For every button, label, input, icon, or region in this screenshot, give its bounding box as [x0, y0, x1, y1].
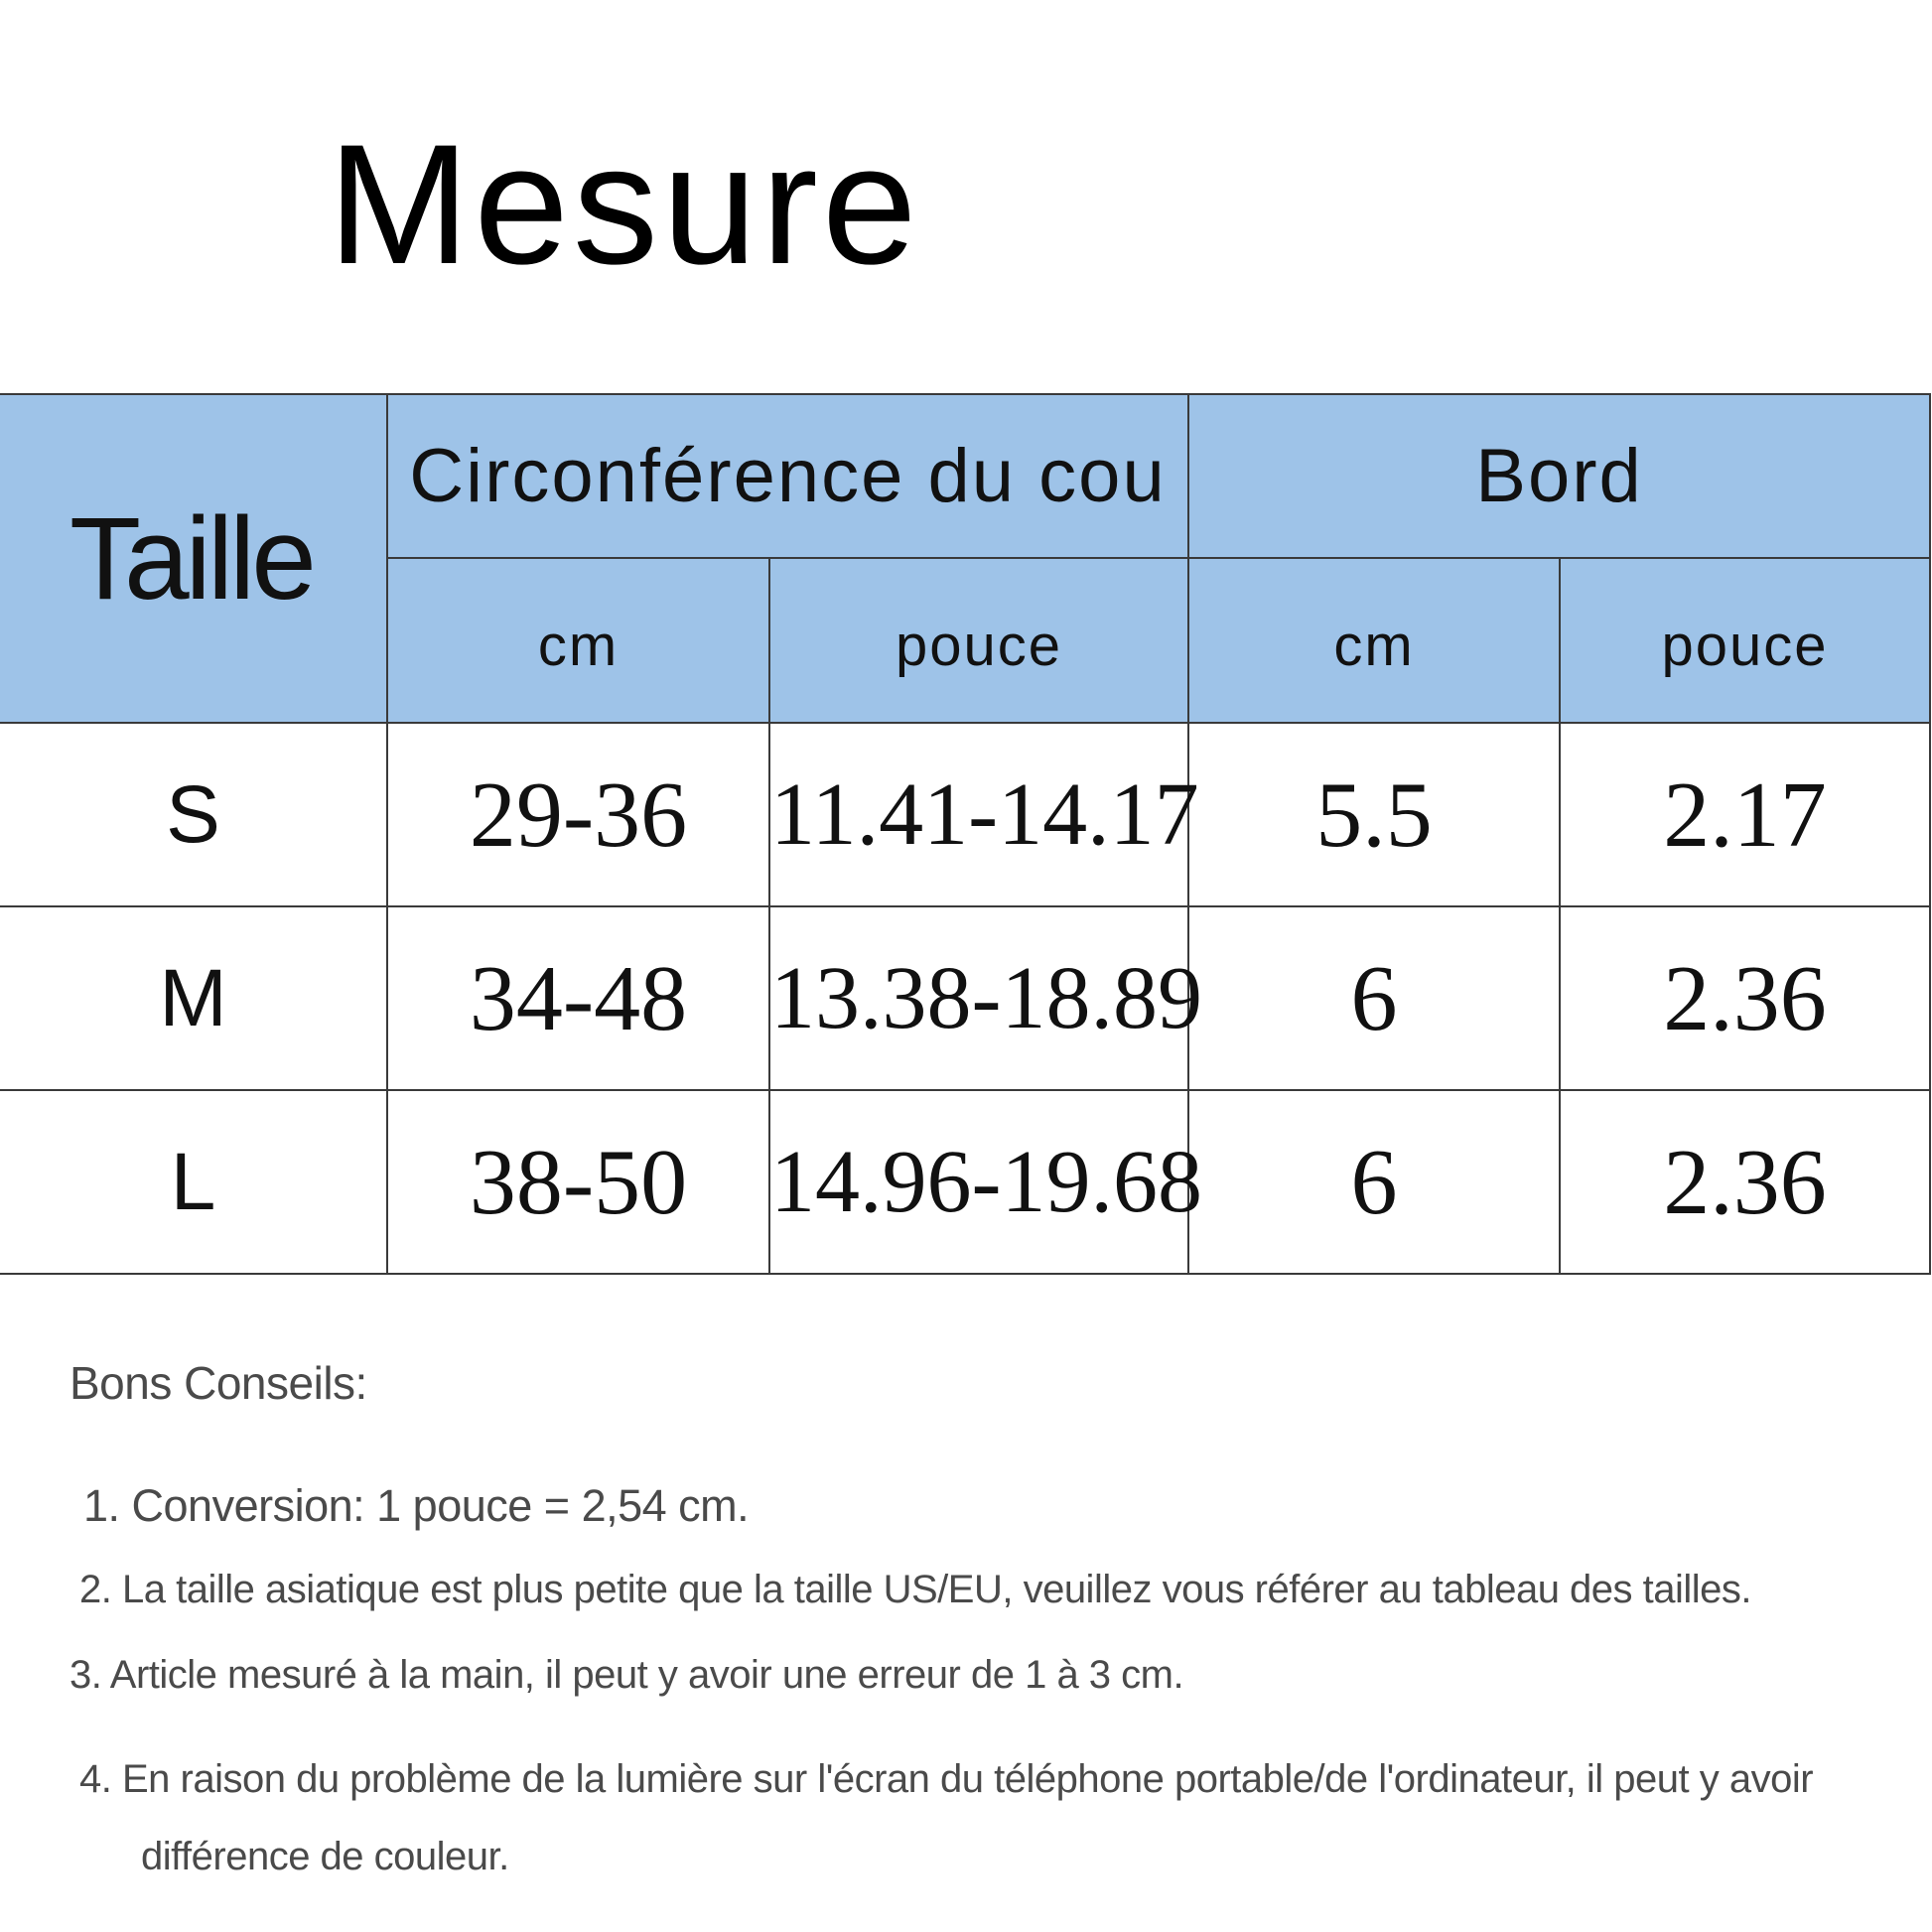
neck-inch-header: pouce [769, 558, 1188, 723]
page-title: Mesure [328, 109, 921, 300]
tips-title: Bons Conseils: [69, 1357, 367, 1409]
edge-cm-cell: 5.5 [1188, 723, 1560, 906]
neck-cm-cell: 34-48 [387, 906, 769, 1090]
edge-inch-header: pouce [1560, 558, 1930, 723]
table-row [0, 723, 1930, 906]
edge-inch-cell: 2.36 [1560, 1090, 1930, 1274]
edge-header: Bord [1188, 394, 1930, 558]
tip-item-continuation: différence de couleur. [141, 1835, 509, 1878]
neck-cm-header: cm [387, 558, 769, 723]
tip-item: 2. La taille asiatique est plus petite que la taille US/EU, veuillez vous référer au tableau des tailles. [79, 1568, 1752, 1611]
tip-item [79, 1740, 1906, 1895]
tip-item: 3. Article mesuré à la main, il peut y avoir une erreur de 1 à 3 cm. [69, 1653, 1184, 1697]
size-cell: L [0, 1090, 387, 1274]
edge-cm-header: cm [1188, 558, 1560, 723]
edge-cm-cell: 6 [1188, 906, 1560, 1090]
tips-section [69, 1356, 1906, 1895]
size-cell: M [0, 906, 387, 1090]
table-row [0, 1090, 1930, 1274]
table-header-row [0, 394, 1930, 558]
neck-circumference-header: Circonférence du cou [387, 394, 1188, 558]
edge-inch-cell: 2.36 [1560, 906, 1930, 1090]
edge-inch-cell: 2.17 [1560, 723, 1930, 906]
neck-inch-cell: 13.38-18.89 [769, 906, 1188, 1090]
tip-item: 1. Conversion: 1 pouce = 2,54 cm. [83, 1480, 750, 1531]
neck-cm-cell: 29-36 [387, 723, 769, 906]
neck-inch-cell: 11.41-14.17 [769, 723, 1188, 906]
table-row [0, 906, 1930, 1090]
tip-item-line: 4. En raison du problème de la lumière sur l'écran du téléphone portable/de l'ordinateur, il peut y avoir [79, 1757, 1814, 1801]
edge-cm-cell: 6 [1188, 1090, 1560, 1274]
size-column-header: Taille [0, 394, 387, 723]
neck-inch-cell: 14.96-19.68 [769, 1090, 1188, 1274]
size-cell: S [0, 723, 387, 906]
neck-cm-cell: 38-50 [387, 1090, 769, 1274]
size-chart-table [0, 393, 1931, 1275]
